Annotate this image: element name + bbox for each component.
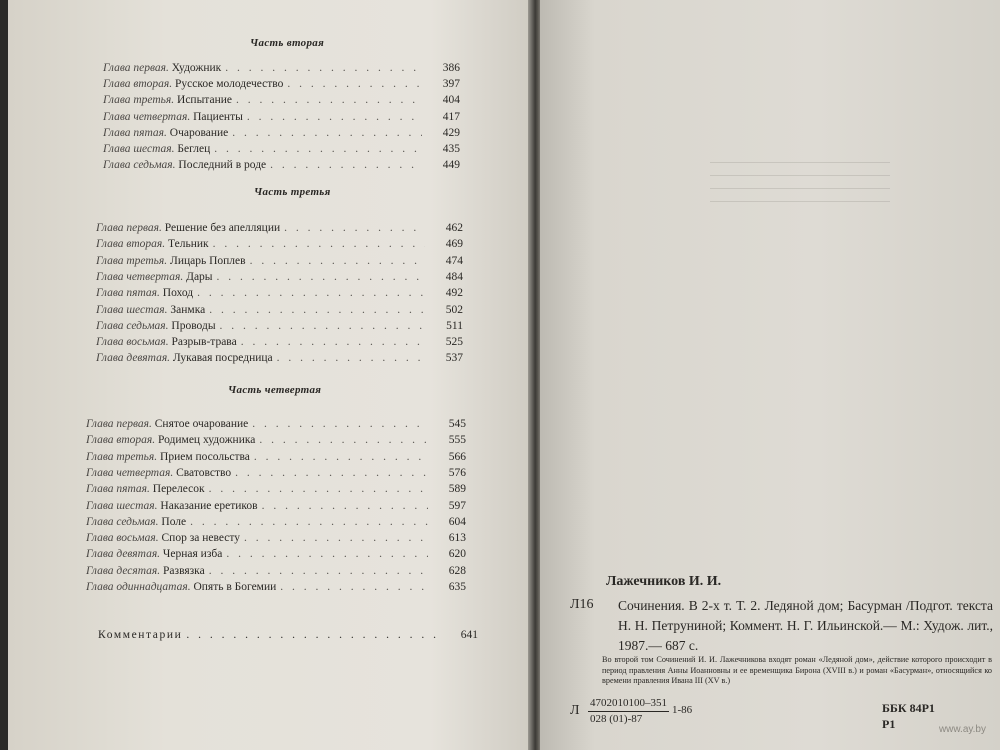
toc-entry-label [96,287,193,299]
toc-leader-dots [270,159,422,171]
toc-chapter-title: Последний в роде [178,159,267,172]
toc-chapter-number: Глава вторая. [86,434,156,447]
toc-entry [96,287,463,303]
toc-leader-dots [232,127,422,139]
toc-leader-dots [247,111,422,123]
toc-entry [103,127,460,143]
toc-page-number: 492 [445,287,463,300]
toc-entry [103,94,460,110]
toc-chapter-number: Глава шестая. [103,143,175,155]
toc-chapter-title: Испытание [177,94,232,107]
toc-page-number: 404 [442,94,460,107]
toc-chapter-title: Пациенты [193,110,243,123]
toc-entry-label [103,94,232,106]
toc-chapter-title: Дары [186,270,213,283]
toc-leader-dots [241,336,425,348]
toc-page-number: 566 [448,450,466,463]
toc-page-number: 417 [442,110,460,123]
toc-entry-label [103,127,228,139]
toc-leader-dots [236,94,422,106]
toc-leader-dots [262,500,428,512]
toc-page-number: 429 [442,126,460,139]
toc-entry [86,516,466,532]
toc-page-number: 545 [448,418,466,430]
watermark: www.ay.by [938,724,986,735]
toc-entry [86,532,466,548]
toc-page-number: 484 [445,270,463,283]
toc-chapter-title: Лукавая посредница [172,352,273,365]
toc-entry-label [86,532,240,544]
toc-entry-label [96,222,280,234]
toc-page-number: 469 [445,238,463,251]
toc-chapter-number: Глава десятая. [86,564,161,577]
toc-leader-dots [280,581,428,593]
toc-chapter-title: Проводы [171,319,216,332]
toc-leader-dots [277,352,425,364]
toc-entry-label [86,467,231,479]
toc-leader-dots [220,320,425,332]
card-author: Лажечников И. И. [606,574,722,589]
toc-chapter-title: Прием посольства [160,450,250,463]
toc-entry [86,483,466,499]
toc-page-number: 397 [442,78,460,91]
toc-chapter-title: Черная изба [162,548,223,561]
toc-chapter-title: Поле [161,515,187,528]
toc-leader-dots [225,62,422,74]
toc-chapter-number: Глава шестая. [96,303,168,316]
toc-leader-dots [213,238,425,250]
toc-entry [103,62,460,78]
toc-entry-label [96,320,216,332]
toc-entry-label [96,271,213,283]
toc-entry-label [86,418,248,430]
toc-chapter-title: Очарование [169,126,229,139]
toc-entry [103,78,460,94]
toc-entry-label [86,581,276,593]
toc-chapter-number: Глава одиннадцатая. [86,581,191,593]
toc-page-number: 502 [445,303,463,316]
toc-chapter-title: Решение без апелляции [164,222,281,234]
toc-page-number: 576 [448,466,466,479]
toc-chapter-number: Глава седьмая. [103,159,176,172]
toc-page-number: 525 [445,336,463,349]
toc-entry [96,304,463,320]
toc-part-heading: Часть четвертая [228,384,322,396]
toc-chapter-number: Глава третья. [103,94,175,107]
toc-page-number: 511 [446,319,463,332]
toc-page-number: 604 [448,515,466,528]
toc-chapter-title: Лицарь Поплев [170,254,246,267]
toc-chapter-number: Глава четвертая. [96,270,184,283]
toc-leader-dots [209,483,428,495]
toc-part-heading: Часть вторая [250,37,325,49]
toc-entry-label [86,451,250,463]
toc-entry-label [103,143,210,155]
toc-page-number: 589 [448,483,466,496]
toc-chapter-title: Опять в Богемии [193,581,277,593]
toc-leader-dots [284,222,425,234]
card-code-denominator: 028 (01)-87 [590,713,643,725]
toc-entry [86,565,466,581]
toc-leader-dots [287,78,422,90]
toc-part-heading: Часть третья [254,186,331,198]
card-bbk [882,700,935,732]
toc-entry [103,111,460,127]
toc-entry-label [103,62,221,74]
toc-entry-label [103,159,266,171]
toc-chapter-title: Занмка [170,303,206,316]
toc-entry [96,320,463,336]
toc-entry-label [96,255,246,267]
toc-chapter-number: Глава шестая. [86,499,158,512]
toc-entry [103,143,460,159]
toc-page-number: 555 [448,434,466,447]
toc-chapter-number: Глава четвертая. [103,110,191,123]
toc-page-number: 386 [442,62,460,74]
toc-leader-dots [252,418,428,430]
toc-leader-dots [235,467,428,479]
toc-page-number: 597 [448,499,466,512]
toc-chapter-number: Глава пятая. [96,287,160,300]
toc-chapter-number: Глава вторая. [103,78,173,91]
toc-leader-dots [209,304,425,316]
card-bibliographic-entry: Сочинения. В 2-х т. Т. 2. Ледяной дом; Басурман /Подгот. текста Н. Н. Петруниной; Коммент. Н. Г. Ильинской.— М.: Худож. лит., 1987.— 687 с. [618,598,993,653]
card-bbk-code: ББК 84Р1 [882,701,935,715]
toc-entry [86,581,466,597]
toc-leader-dots [217,271,425,283]
toc-chapter-title: Наказание еретиков [160,499,258,512]
toc-chapter-title: Беглец [177,143,211,155]
toc-entry-label [86,565,205,577]
toc-chapter-title: Тельник [168,238,209,251]
toc-chapter-number: Глава вторая. [96,238,166,251]
toc-leader-dots [244,532,428,544]
toc-chapter-number: Глава седьмая. [86,515,159,528]
toc-entry-label [103,78,283,90]
card-code-suffix: 1-86 [672,704,693,716]
card-bbk-sub: Р1 [882,717,896,731]
toc-leader-dots [209,565,428,577]
toc-entry [96,222,463,238]
catalog-card [540,0,1000,750]
toc-chapter-number: Глава третья. [86,450,158,463]
toc-entry-label [86,434,255,446]
toc-entry-label [86,516,186,528]
toc-entry [86,434,466,450]
toc-page-number: 449 [442,159,460,172]
toc-chapter-number: Глава седьмая. [96,319,169,332]
toc-entry [86,548,466,564]
toc-chapter-number: Глава первая. [103,62,169,74]
toc-chapter-title: Художник [171,62,222,74]
toc-entry-label [86,548,222,560]
toc-entry-label [86,500,258,512]
toc-chapter-number: Глава восьмая. [96,336,169,349]
toc-chapter-title: Снятое очарование [154,418,249,430]
toc-entry [96,271,463,287]
toc-chapter-number: Глава восьмая. [86,532,159,545]
toc-entry [96,352,463,368]
toc-entry-label [96,352,273,364]
toc-chapter-title: Перелесок [152,483,205,496]
toc-entry [86,418,466,434]
toc-page-number: 620 [448,548,466,561]
toc-entry [86,451,466,467]
toc-chapter-title: Русское молодечество [175,78,284,91]
card-annotation: Во второй том Сочинений И. И. Лажечникова входят роман «Ледяной дом», действие которого происходит в период правления Анны Иоанновны и ее временщика Бирона (XVIII в.) и роман «Басурман», относящийся ко времени правления Ивана III (XV в.) [602,655,992,685]
toc-entry [96,238,463,254]
toc-entry-label [96,336,237,348]
left-page [8,0,536,750]
toc-leader-dots [259,434,428,446]
toc-entry [96,255,463,271]
toc-chapter-number: Глава пятая. [103,126,167,139]
toc-leader-dots [186,629,440,641]
toc-page-number: 628 [448,564,466,577]
toc-chapter-title: Родимец художника [158,434,256,447]
toc-page-number: 537 [445,352,463,365]
toc-page-number: 435 [442,143,460,155]
toc-chapter-number: Глава первая. [96,222,162,234]
toc-chapter-number: Глава пятая. [86,483,150,496]
toc-chapter-title: Разрыв-трава [171,336,237,349]
toc-page-number: 474 [445,254,463,267]
toc-chapter-title: Сватовство [176,466,232,479]
toc-leader-dots [250,255,425,267]
toc-entry [86,467,466,483]
toc-leader-dots [254,451,428,463]
toc-commentary-label: Комментарии [98,629,183,641]
toc-chapter-title: Развязка [163,564,205,577]
card-code-letter: Л [570,703,580,718]
toc-chapter-number: Глава первая. [86,418,152,430]
toc-page-number: 635 [448,581,466,593]
toc-entry-label [86,483,205,495]
toc-chapter-title: Спор за невесту [161,532,240,545]
toc-chapter-number: Глава четвертая. [86,466,174,479]
toc-entry [96,336,463,352]
toc-chapter-title: Поход [162,287,194,300]
toc-entry-label [103,111,243,123]
right-page [540,0,1000,750]
card-code-numerator: 4702010100–351 [588,696,669,712]
toc-page-number: 613 [448,532,466,545]
toc-commentary-entry [98,629,478,645]
toc-chapter-number: Глава третья. [96,254,168,267]
toc-leader-dots [190,516,428,528]
toc-chapter-number: Глава девятая. [86,548,161,561]
toc-entry [103,159,460,175]
toc-chapter-number: Глава девятая. [96,352,171,365]
toc-page-number: 462 [445,222,463,234]
toc-leader-dots [214,143,422,155]
toc-entry [86,500,466,516]
toc-commentary-page: 641 [460,629,478,641]
toc-leader-dots [226,548,428,560]
toc-entry-label [96,304,205,316]
card-code-fraction [588,696,669,727]
card-classmark: Л16 [570,597,594,612]
toc-leader-dots [197,287,425,299]
toc-entry-label [96,238,209,250]
